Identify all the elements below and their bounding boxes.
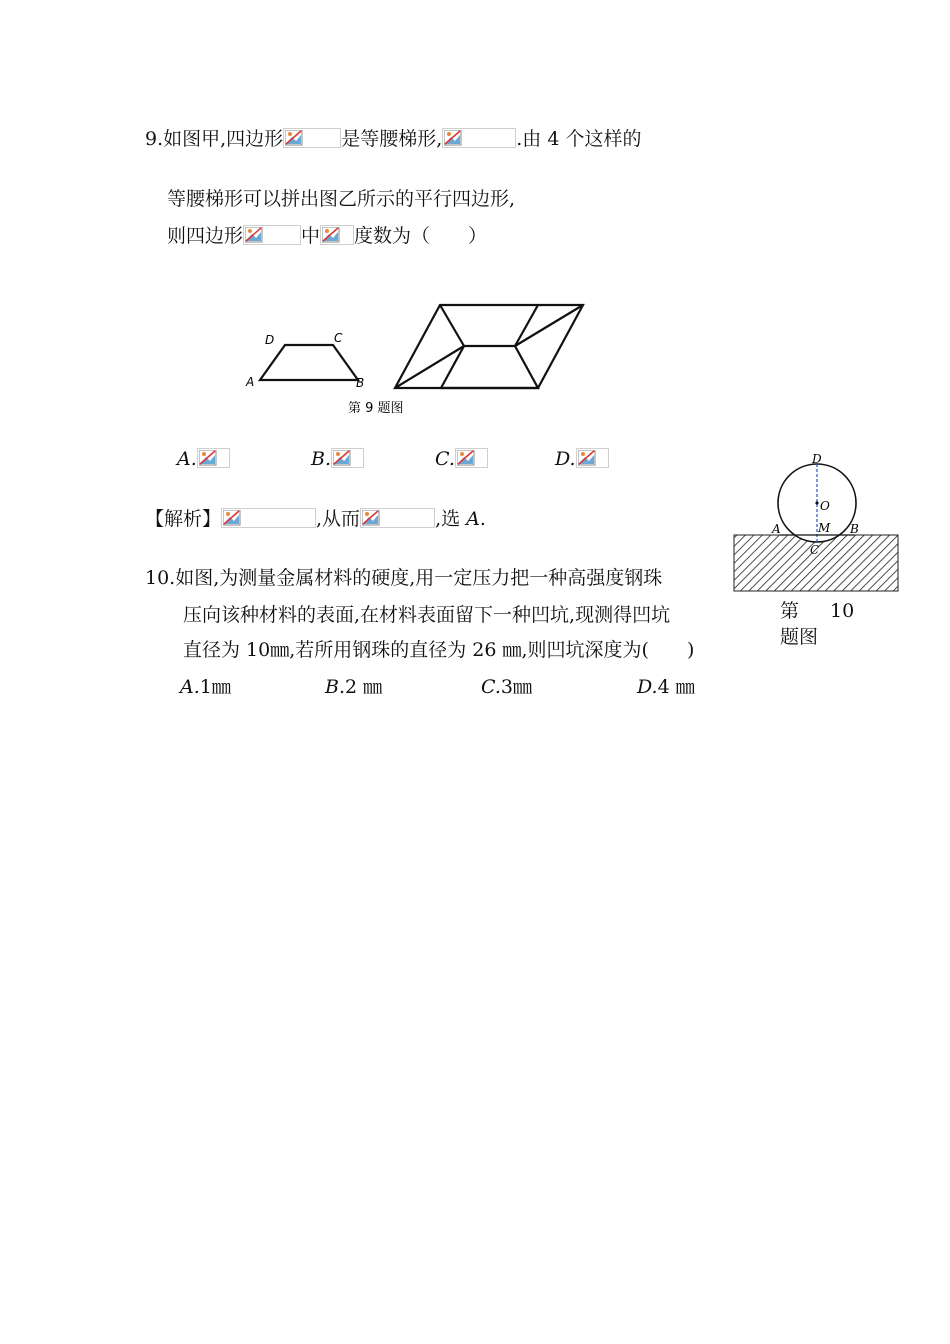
trapezoid-shape [260, 345, 358, 380]
image-placeholder [283, 128, 341, 148]
image-placeholder [331, 448, 364, 468]
q10-line1: 10.如图,为测量金属材料的硬度,用一定压力把一种高强度钢珠 [145, 567, 663, 589]
broken-image-icon [578, 450, 596, 466]
label-d: D [812, 452, 822, 466]
label-o: O [820, 499, 830, 513]
label-a: A [772, 522, 781, 536]
broken-image-icon [333, 450, 351, 466]
q10-figure [730, 448, 905, 596]
q9-option-a: A. [177, 446, 230, 472]
label-m: M [818, 521, 831, 535]
q10-line2: 压向该种材料的表面,在材料表面留下一种凹坑,现测得凹坑 [183, 604, 671, 626]
label-b: B [356, 376, 365, 390]
broken-image-icon [362, 510, 380, 526]
broken-image-icon [457, 450, 475, 466]
q9-option-c: C. [435, 446, 488, 472]
image-placeholder [576, 448, 609, 468]
q10-option-b: B.2 ㎜ [325, 676, 383, 698]
image-placeholder [197, 448, 230, 468]
q10-caption-b: 10 [830, 600, 855, 622]
label-c: C [334, 331, 343, 345]
label-a: A [246, 375, 255, 389]
q9-figure-caption: 第 9 题图 [348, 401, 404, 416]
parallelogram-shape [395, 305, 583, 388]
q9-option-b: B. [311, 446, 364, 472]
image-placeholder [455, 448, 488, 468]
broken-image-icon [444, 130, 462, 146]
image-placeholder [320, 225, 354, 245]
broken-image-icon [245, 227, 263, 243]
center-dot [815, 501, 818, 504]
q10-option-a: A.1㎜ [180, 676, 231, 698]
image-placeholder [243, 225, 301, 245]
q9-line3: 则四边形 中 度数为（ ） [167, 225, 488, 247]
q10-option-d: D.4 ㎜ [637, 676, 695, 698]
image-placeholder [360, 508, 435, 528]
q10-caption-a: 第 [780, 600, 800, 622]
broken-image-icon [223, 510, 241, 526]
image-placeholder [221, 508, 316, 528]
label-d: D [265, 333, 275, 347]
broken-image-icon [285, 130, 303, 146]
image-placeholder [442, 128, 516, 148]
q10-line3: 直径为 10㎜,若所用钢珠的直径为 26 ㎜,则凹坑深度为( ) [183, 639, 695, 661]
q9-figure [240, 295, 590, 425]
q9-line2: 等腰梯形可以拼出图乙所示的平行四边形, [167, 188, 516, 210]
q9-number: 9. [145, 128, 164, 150]
q9-option-d: D. [555, 446, 609, 472]
q9-line1: 9.如图甲,四边形 是等腰梯形, .由 4 个这样的 [145, 128, 642, 150]
broken-image-icon [322, 227, 340, 243]
label-c: C [810, 543, 820, 557]
q10-caption-c: 题图 [780, 626, 819, 648]
label-b: B [850, 522, 859, 536]
q10-option-c: C.3㎜ [481, 676, 532, 698]
broken-image-icon [199, 450, 217, 466]
q9-analysis: 【解析】 ,从而 ,选 A. [145, 508, 486, 530]
